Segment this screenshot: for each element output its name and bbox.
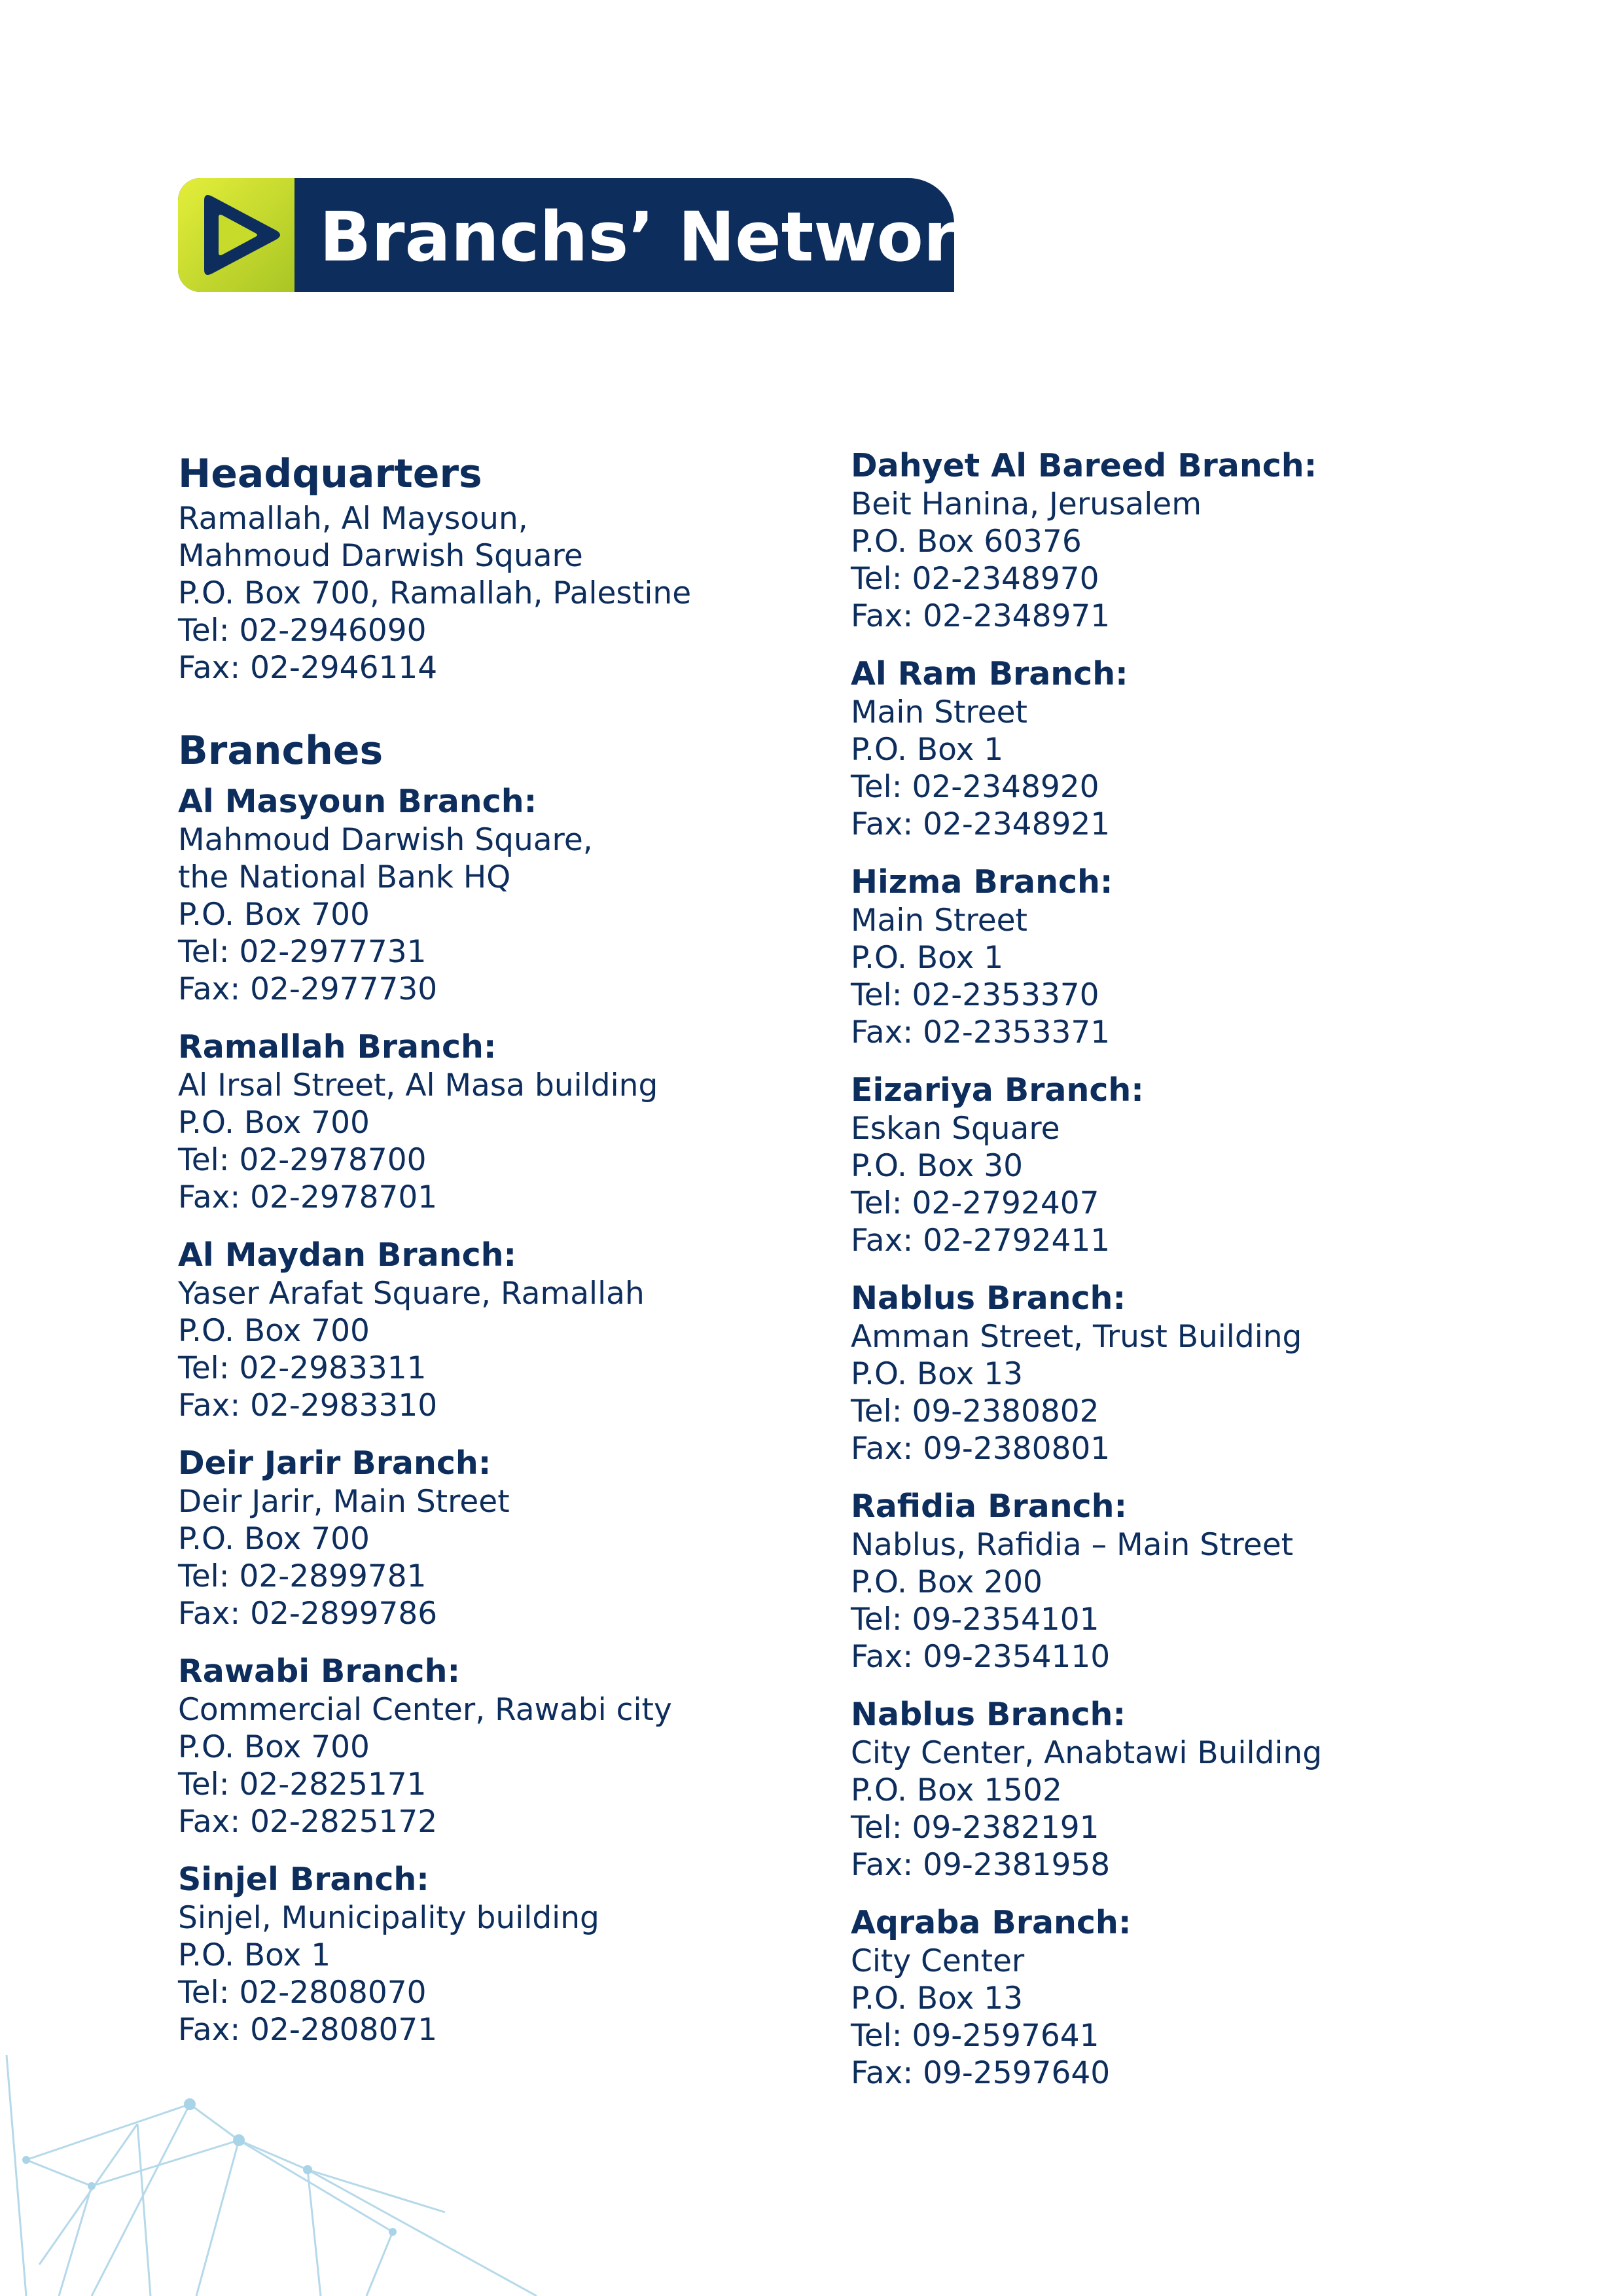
branch-block (851, 1487, 1505, 1676)
branch-detail-line: Fax: 02-2977730 (178, 971, 438, 1007)
branch-detail-line: P.O. Box 700 (178, 1729, 370, 1765)
branch-block (178, 1444, 832, 1632)
branch-detail-line: P.O. Box 1 (851, 940, 1004, 976)
branch-detail-line: Deir Jarir, Main Street (178, 1484, 510, 1520)
branch-block (178, 1652, 832, 1840)
branch-detail-line: Tel: 09-2382191 (851, 1810, 1099, 1846)
branch-detail-line: Fax: 02-2353371 (851, 1014, 1111, 1050)
branch-detail-line: Amman Street, Trust Building (851, 1319, 1302, 1355)
branch-name: Rawabi Branch: (178, 1653, 461, 1690)
branch-block (178, 782, 832, 1008)
branch-name: Nablus Branch: (851, 1280, 1126, 1317)
branch-detail-line: Fax: 02-2983310 (178, 1388, 438, 1424)
branch-detail-line: Fax: 02-2808071 (178, 2012, 438, 2048)
branch-detail-line: Tel: 09-2380802 (851, 1393, 1099, 1429)
branch-detail-line: Tel: 02-2983311 (178, 1350, 427, 1386)
branch-detail-line: Tel: 02-2899781 (178, 1558, 427, 1594)
branch-name: Al Maydan Branch: (178, 1236, 517, 1274)
branch-detail-line: Tel: 02-2977731 (178, 934, 427, 970)
branch-block (851, 863, 1505, 1051)
branch-detail-line: Tel: 02-2348920 (851, 769, 1099, 805)
branch-name: Aqraba Branch: (851, 1904, 1132, 1941)
branch-detail-line: Tel: 02-2808070 (178, 1975, 427, 2011)
branch-name: Deir Jarir Branch: (178, 1444, 491, 1482)
right-branch-list (851, 446, 1505, 2092)
branch-detail-line: Tel: 09-2597641 (851, 2018, 1099, 2054)
branch-detail-line: City Center (851, 1943, 1025, 1979)
branch-detail-line: P.O. Box 700 (178, 897, 370, 933)
branch-detail-line: Tel: 02-2348970 (851, 561, 1099, 597)
branch-detail-line: Fax: 02-2899786 (178, 1596, 438, 1632)
branch-detail-line: Beit Hanina, Jerusalem (851, 486, 1202, 522)
branch-detail-line: P.O. Box 700 (178, 1313, 370, 1349)
headquarters-section (178, 448, 832, 687)
branch-detail-line: P.O. Box 60376 (851, 524, 1082, 560)
branch-name: Dahyet Al Bareed Branch: (851, 447, 1317, 484)
branch-detail-line: Tel: 02-2353370 (851, 977, 1099, 1013)
branch-detail-line: Al Irsal Street, Al Masa building (178, 1067, 658, 1103)
branch-detail-line: P.O. Box 1 (178, 1937, 331, 1973)
branch-detail-line: P.O. Box 1 (851, 732, 1004, 768)
branch-detail-line: P.O. Box 13 (851, 1981, 1024, 2017)
hq-line: Fax: 02-2946114 (178, 650, 438, 686)
branch-block (851, 446, 1505, 635)
branch-detail-line: Fax: 02-2792411 (851, 1223, 1111, 1259)
hq-line: Ramallah, Al Maysoun, (178, 501, 528, 537)
branch-detail-line: Commercial Center, Rawabi city (178, 1692, 672, 1728)
hq-line: Mahmoud Darwish Square (178, 538, 583, 574)
branch-detail-line: Sinjel, Municipality building (178, 1900, 599, 1936)
branch-detail-line: City Center, Anabtawi Building (851, 1735, 1323, 1771)
page-title: Branchs’ Network (319, 197, 1003, 277)
headquarters-heading: Headquarters (178, 451, 482, 497)
branch-name: Sinjel Branch: (178, 1861, 429, 1898)
branch-name: Al Ram Branch: (851, 655, 1128, 692)
left-column (178, 448, 832, 2068)
network-lines-icon (0, 2016, 589, 2296)
branch-detail-line: P.O. Box 1502 (851, 1772, 1062, 1808)
branch-detail-line: Mahmoud Darwish Square, (178, 822, 593, 858)
branch-name: Nablus Branch: (851, 1696, 1126, 1733)
branch-name: Hizma Branch: (851, 863, 1113, 901)
branch-detail-line: Tel: 09-2354101 (851, 1602, 1099, 1638)
branch-block (851, 1695, 1505, 1884)
branch-detail-line: Main Street (851, 903, 1027, 939)
branch-name: Eizariya Branch: (851, 1071, 1144, 1109)
branch-block (851, 1903, 1505, 2092)
branch-detail-line: Fax: 02-2825172 (178, 1804, 438, 1840)
branch-detail-line: Fax: 09-2354110 (851, 1639, 1111, 1675)
branch-block (851, 1279, 1505, 1467)
branch-name: Ramallah Branch: (178, 1028, 497, 1066)
branch-detail-line: P.O. Box 30 (851, 1148, 1024, 1184)
branch-detail-line: Fax: 02-2348971 (851, 598, 1111, 634)
branch-detail-line: Eskan Square (851, 1111, 1060, 1147)
branch-block (178, 1028, 832, 1216)
branch-name: Al Masyoun Branch: (178, 783, 537, 820)
right-column (851, 446, 1505, 2111)
branch-detail-line: Fax: 09-2380801 (851, 1431, 1111, 1467)
branch-detail-line: Fax: 02-2348921 (851, 806, 1111, 842)
branch-detail-line: P.O. Box 700 (178, 1105, 370, 1141)
left-branch-list (178, 782, 832, 2049)
branch-block (851, 655, 1505, 843)
hq-line: P.O. Box 700, Ramallah, Palestine (178, 575, 692, 611)
branch-detail-line: Fax: 09-2597640 (851, 2055, 1111, 2091)
branch-detail-line: Fax: 02-2978701 (178, 1179, 438, 1215)
branch-detail-line: Tel: 02-2825171 (178, 1767, 427, 1803)
branch-detail-line: Tel: 02-2978700 (178, 1142, 427, 1178)
hq-line: Tel: 02-2946090 (178, 613, 427, 649)
branch-detail-line: P.O. Box 200 (851, 1564, 1043, 1600)
branch-detail-line: Tel: 02-2792407 (851, 1185, 1099, 1221)
branch-name: Rafidia Branch: (851, 1488, 1128, 1525)
branch-detail-line: the National Bank HQ (178, 859, 511, 895)
branch-block (851, 1071, 1505, 1259)
branch-detail-line: P.O. Box 13 (851, 1356, 1024, 1392)
branch-detail-line: Nablus, Rafidia – Main Street (851, 1527, 1294, 1563)
branches-heading: Branches (178, 728, 383, 774)
branch-detail-line: Yaser Arafat Square, Ramallah (178, 1276, 645, 1312)
branch-detail-line: P.O. Box 700 (178, 1521, 370, 1557)
branch-block (178, 1236, 832, 1424)
play-triangle-icon (178, 178, 294, 292)
branch-detail-line: Main Street (851, 694, 1027, 730)
branch-detail-line: Fax: 09-2381958 (851, 1847, 1111, 1883)
